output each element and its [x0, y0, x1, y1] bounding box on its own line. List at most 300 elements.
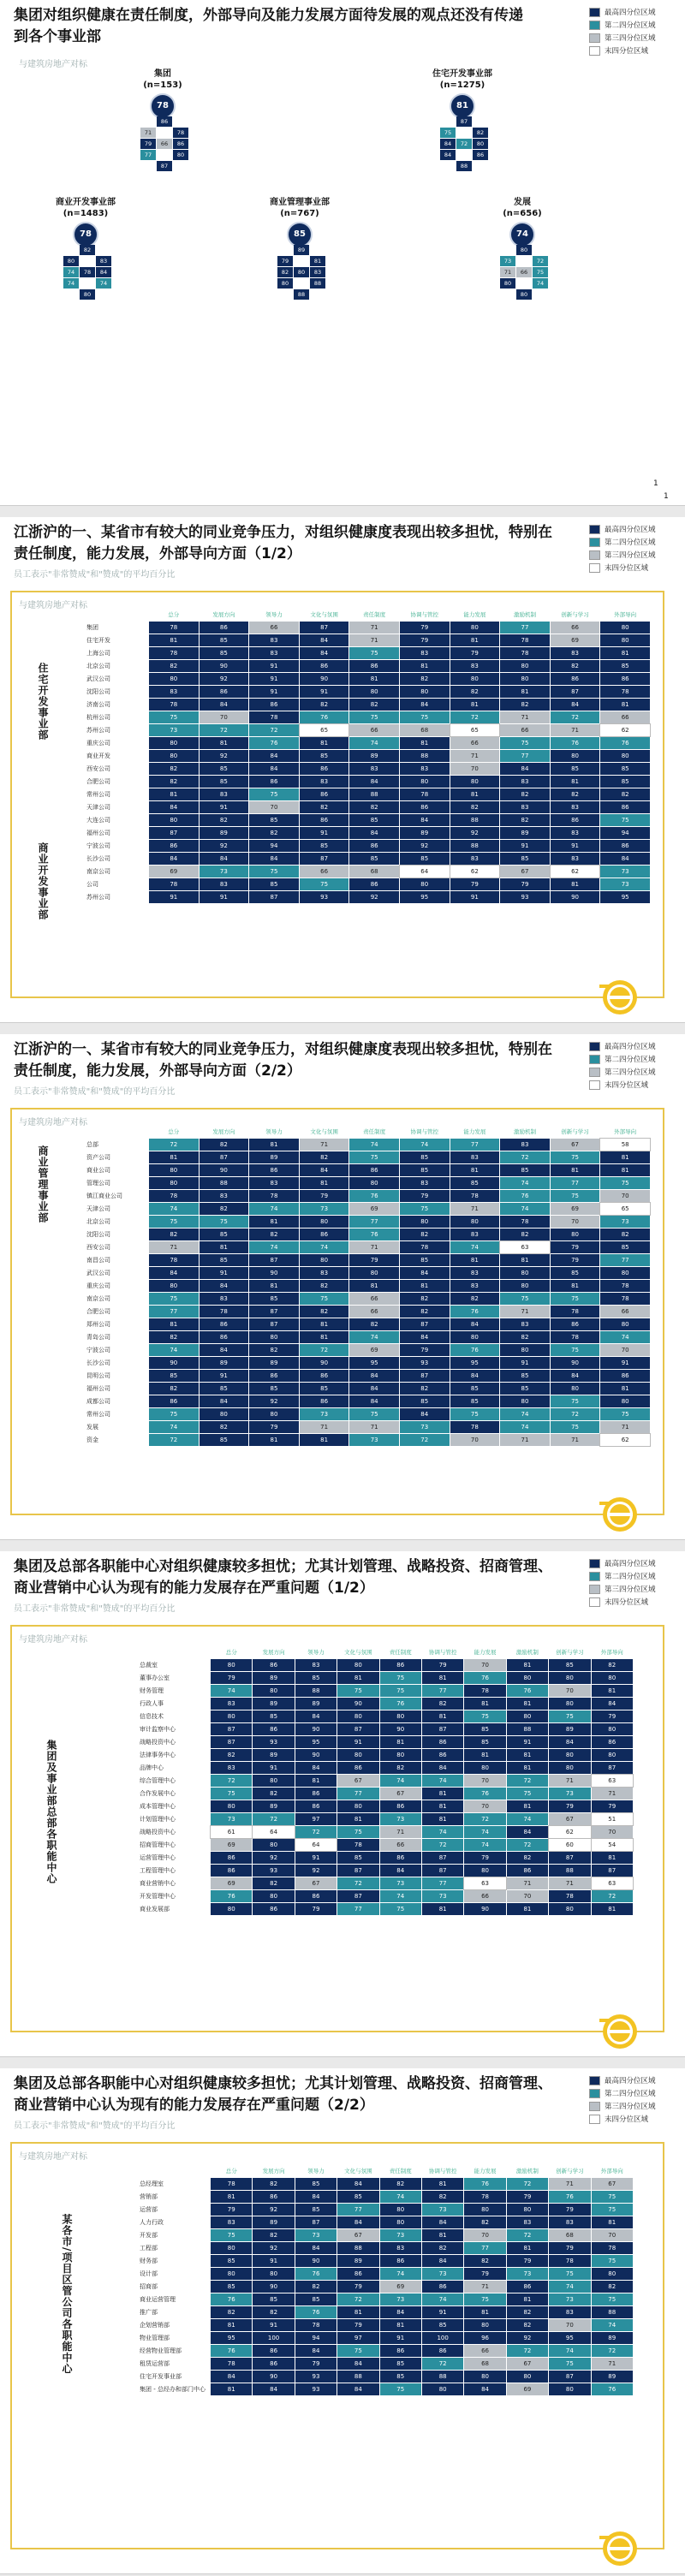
- score-cell: 84: [295, 2242, 337, 2254]
- legend-item: [589, 1054, 656, 1064]
- score-cell: 70: [592, 2229, 633, 2241]
- score-cell: 80: [211, 1659, 252, 1671]
- score-cell: 86: [380, 1659, 421, 1671]
- score-cell: 71: [549, 1877, 590, 1889]
- column-header: 外部导向: [614, 1127, 637, 1135]
- score-cell: 81: [450, 1164, 500, 1176]
- legend-3: [589, 1041, 656, 1092]
- score-cell: 81: [149, 1151, 199, 1163]
- score-cell: 80: [149, 673, 199, 685]
- score-cell: 80: [380, 2204, 421, 2216]
- score-cell: 85: [500, 1383, 550, 1395]
- row-label: 招商管理中心: [138, 1839, 210, 1851]
- score-cell: 80: [600, 622, 650, 634]
- slide-1-title: 集团对组织健康在责任制度，外部导向及能力发展方面待发展的观点还没有传递到各个事业部: [14, 7, 523, 45]
- score-cell: 92: [253, 2242, 294, 2254]
- unit-cell: 79: [277, 256, 293, 266]
- slide-3: [0, 1034, 685, 1540]
- score-cell: 78: [500, 634, 550, 646]
- score-cell: 72: [253, 1813, 294, 1825]
- table-row: [85, 853, 650, 865]
- score-cell: 75: [200, 1216, 249, 1228]
- table-row: [138, 1839, 633, 1851]
- score-cell: 90: [295, 2255, 337, 2267]
- unit-score: 78: [73, 222, 98, 247]
- score-cell: 81: [450, 634, 500, 646]
- score-cell: 85: [450, 1177, 500, 1189]
- unit-cell: 75: [533, 267, 548, 277]
- score-cell: 80: [200, 1408, 249, 1420]
- row-label: 品牌中心: [138, 1762, 210, 1774]
- table-row: [138, 1877, 633, 1889]
- score-cell: 81: [450, 699, 500, 711]
- score-cell: 86: [300, 1229, 349, 1240]
- column-header: 外部导向: [614, 610, 637, 618]
- score-cell: 80: [549, 1762, 590, 1774]
- score-cell: 85: [337, 1852, 378, 1864]
- score-cell: 91: [253, 2255, 294, 2267]
- score-cell: 81: [600, 699, 650, 711]
- score-cell: 81: [211, 2319, 252, 2331]
- score-cell: 86: [300, 763, 349, 775]
- score-cell: 90: [249, 1267, 299, 1279]
- row-label: 上海公司: [85, 647, 148, 659]
- legend-item: [589, 2075, 656, 2085]
- row-label: 住宅开发: [85, 634, 148, 646]
- score-cell: 82: [500, 699, 550, 711]
- unit-cell: 66: [516, 267, 532, 277]
- score-cell: 70: [249, 801, 299, 813]
- score-cell: 71: [349, 622, 399, 634]
- unit-cell: 71: [140, 128, 156, 138]
- unit-chart: [240, 197, 360, 298]
- score-cell: 80: [349, 1177, 399, 1189]
- row-label: 营销部: [138, 2191, 210, 2203]
- table-row: [138, 2306, 633, 2318]
- legend-item: [589, 1067, 656, 1077]
- table-row: [85, 1151, 650, 1163]
- table-row: [138, 2178, 633, 2190]
- legend-swatch: [589, 8, 600, 17]
- score-cell: 77: [500, 750, 550, 762]
- score-cell: 86: [211, 1865, 252, 1877]
- score-cell: 80: [450, 776, 500, 788]
- score-cell: 74: [380, 2268, 421, 2280]
- score-cell: 75: [592, 2255, 633, 2267]
- score-cell: 81: [507, 1698, 548, 1710]
- score-cell: 66: [380, 1839, 421, 1851]
- score-cell: 91: [200, 1370, 249, 1382]
- score-cell: 72: [211, 1775, 252, 1787]
- legend-swatch: [589, 1572, 600, 1581]
- score-cell: 82: [500, 814, 550, 826]
- legend-item: [589, 1558, 656, 1568]
- score-cell: 80: [149, 1177, 199, 1189]
- score-cell: 82: [400, 1383, 450, 1395]
- unit-cell: 80: [80, 289, 95, 300]
- score-cell: 80: [500, 1280, 550, 1292]
- legend-2: [589, 524, 656, 575]
- score-cell: 81: [337, 2306, 378, 2318]
- row-label: 杭州公司: [85, 711, 148, 723]
- score-cell: 86: [551, 673, 600, 685]
- score-cell: 77: [551, 1177, 600, 1189]
- score-cell: 72: [551, 711, 600, 723]
- table-row: [85, 1344, 650, 1356]
- score-cell: 74: [149, 1344, 199, 1356]
- score-cell: 86: [507, 1865, 548, 1877]
- score-cell: 83: [200, 788, 249, 800]
- score-cell: 83: [211, 1762, 252, 1774]
- score-cell: 83: [211, 2216, 252, 2228]
- score-cell: 80: [549, 1903, 590, 1915]
- score-cell: 85: [200, 1434, 249, 1446]
- score-cell: 87: [295, 2216, 337, 2228]
- row-label: 经营物业管理部: [138, 2345, 210, 2357]
- legend-swatch: [589, 1559, 600, 1568]
- unit-grid: [484, 245, 564, 311]
- score-cell: 85: [249, 1293, 299, 1305]
- score-cell: 81: [295, 1775, 337, 1787]
- score-cell: 72: [507, 2345, 548, 2357]
- legend-swatch: [589, 538, 600, 547]
- score-cell: 76: [450, 1306, 500, 1318]
- score-cell: 73: [400, 1421, 450, 1433]
- score-cell: 80: [592, 2268, 633, 2280]
- group-label-hq-centers: 集团及事业部总部各职能中心: [45, 1740, 57, 1884]
- table-row: [85, 1280, 650, 1292]
- score-cell: 79: [464, 1852, 505, 1864]
- score-cell: 73: [295, 2229, 337, 2241]
- table-row: [138, 2383, 633, 2395]
- table-row: [138, 1672, 633, 1684]
- score-cell: 87: [400, 1370, 450, 1382]
- score-cell: 72: [400, 1434, 450, 1446]
- score-cell: 95: [211, 2332, 252, 2344]
- legend-label: 末四分位区域: [605, 1081, 649, 1090]
- score-cell: 85: [380, 2358, 421, 2370]
- score-cell: 79: [507, 2191, 548, 2203]
- score-cell: 66: [600, 711, 650, 723]
- column-header: 外部导向: [600, 2167, 623, 2174]
- score-cell: 88: [200, 1177, 249, 1189]
- row-label: 审计监察中心: [138, 1723, 210, 1735]
- table-row: [138, 1788, 633, 1800]
- column-header: 总分: [168, 610, 180, 618]
- score-cell: 73: [349, 1434, 399, 1446]
- score-cell: 67: [549, 1813, 590, 1825]
- score-cell: 97: [295, 1813, 337, 1825]
- column-header: 激励机制: [515, 2167, 539, 2174]
- score-cell: 77: [149, 1306, 199, 1318]
- score-cell: 72: [500, 1151, 550, 1163]
- score-cell: 82: [507, 1852, 548, 1864]
- score-cell: 78: [149, 878, 199, 890]
- score-cell: 86: [349, 660, 399, 672]
- row-label: 设计部: [138, 2268, 210, 2280]
- unit-name: 商业开发事业部: [56, 198, 116, 207]
- legend-label: 第二四分位区域: [605, 1056, 656, 1064]
- score-cell: 78: [149, 699, 199, 711]
- score-cell: 84: [422, 1762, 463, 1774]
- row-label: 成都公司: [85, 1395, 148, 1407]
- score-cell: 89: [253, 1749, 294, 1761]
- score-cell: 80: [253, 1839, 294, 1851]
- table-row: [138, 1723, 633, 1735]
- score-cell: 93: [253, 1736, 294, 1748]
- score-cell: 84: [549, 1736, 590, 1748]
- score-cell: 87: [249, 1254, 299, 1266]
- column-header: 领导力: [307, 2167, 325, 2174]
- score-cell: 83: [300, 1267, 349, 1279]
- score-cell: 84: [400, 1408, 450, 1420]
- score-cell: 70: [592, 1826, 633, 1838]
- score-cell: 74: [300, 1241, 349, 1253]
- group-label-commercial-mgmt: 商业管理事业部: [37, 1145, 49, 1223]
- score-cell: 91: [300, 686, 349, 698]
- page-number-a: 1: [653, 479, 658, 488]
- slide-3-subtitle: 员工表示"非常赞成"和"赞成"的平均百分比: [14, 1087, 176, 1097]
- score-cell: 65: [450, 724, 500, 736]
- score-cell: 81: [422, 1672, 463, 1684]
- score-cell: 80: [450, 673, 500, 685]
- score-cell: 84: [422, 2255, 463, 2267]
- unit-cell: 78: [80, 267, 95, 277]
- score-cell: 85: [300, 840, 349, 852]
- table-row: [85, 763, 650, 775]
- column-header: 文化与氛围: [344, 1648, 372, 1656]
- score-cell: 78: [600, 1280, 650, 1292]
- score-cell: 86: [551, 814, 600, 826]
- score-cell: 85: [349, 853, 399, 865]
- score-cell: 80: [380, 2216, 421, 2228]
- legend-swatch: [589, 2076, 600, 2085]
- unit-cell: 80: [294, 267, 309, 277]
- score-cell: 66: [300, 866, 349, 878]
- score-cell: 82: [253, 2306, 294, 2318]
- legend-swatch: [589, 1068, 600, 1077]
- score-cell: 87: [592, 1762, 633, 1774]
- page-number-b: 1: [664, 492, 669, 501]
- row-label: 南京公司: [85, 1293, 148, 1305]
- score-cell: 83: [211, 1698, 252, 1710]
- score-cell: 80: [500, 1395, 550, 1407]
- score-cell: 86: [253, 1903, 294, 1915]
- score-cell: 79: [464, 2268, 505, 2280]
- row-label: 行政人事: [138, 1698, 210, 1710]
- score-cell: 74: [549, 2345, 590, 2357]
- score-cell: 96: [464, 2332, 505, 2344]
- row-label: 开发管理中心: [138, 1890, 210, 1902]
- unit-cell: 82: [277, 267, 293, 277]
- score-cell: 85: [600, 763, 650, 775]
- score-cell: 85: [500, 1164, 550, 1176]
- score-cell: 95: [400, 891, 450, 903]
- score-cell: 79: [450, 878, 500, 890]
- score-cell: 78: [549, 2255, 590, 2267]
- unit-name: 商业管理事业部: [270, 198, 330, 207]
- score-cell: 82: [500, 1331, 550, 1343]
- score-cell: 71: [500, 711, 550, 723]
- unit-cell: 82: [80, 245, 95, 255]
- score-cell: 91: [249, 686, 299, 698]
- score-cell: 83: [400, 1177, 450, 1189]
- score-cell: 91: [300, 827, 349, 839]
- score-cell: 81: [422, 1813, 463, 1825]
- score-cell: 89: [253, 2216, 294, 2228]
- score-cell: 80: [253, 2268, 294, 2280]
- legend-5: [589, 2075, 656, 2127]
- score-cell: 82: [149, 1229, 199, 1240]
- score-cell: 74: [500, 1408, 550, 1420]
- score-cell: 83: [200, 1190, 249, 1202]
- score-cell: 71: [450, 1203, 500, 1215]
- score-cell: 94: [295, 2332, 337, 2344]
- slide-2: [0, 517, 685, 1023]
- score-cell: 78: [600, 686, 650, 698]
- score-cell: 84: [149, 1267, 199, 1279]
- score-cell: 88: [450, 840, 500, 852]
- score-cell: 81: [551, 1164, 600, 1176]
- score-cell: 74: [211, 1685, 252, 1697]
- score-cell: 84: [300, 634, 349, 646]
- legend-swatch: [589, 1597, 600, 1607]
- score-cell: 91: [337, 1736, 378, 1748]
- score-cell: 66: [349, 1293, 399, 1305]
- table-row: [85, 1229, 650, 1240]
- score-cell: 74: [380, 1775, 421, 1787]
- score-cell: 81: [400, 737, 450, 749]
- table-row: [85, 647, 650, 659]
- score-cell: 82: [380, 1762, 421, 1774]
- row-label: 南京公司: [85, 866, 148, 878]
- score-cell: 84: [349, 1383, 399, 1395]
- unit-cell: 87: [456, 116, 472, 127]
- unit-cell: 79: [140, 139, 156, 149]
- score-cell: 86: [211, 1852, 252, 1864]
- score-cell: 91: [551, 840, 600, 852]
- score-cell: 85: [549, 1659, 590, 1671]
- unit-grid: [47, 245, 128, 311]
- unit-cell: 66: [157, 139, 172, 149]
- score-cell: 85: [249, 814, 299, 826]
- score-cell: 86: [349, 1164, 399, 1176]
- score-cell: 88: [295, 1685, 337, 1697]
- score-cell: 70: [450, 763, 500, 775]
- score-cell: 74: [380, 1890, 421, 1902]
- column-header: 能力发展: [463, 610, 486, 618]
- score-cell: 78: [400, 788, 450, 800]
- score-cell: 71: [300, 1421, 349, 1433]
- score-cell: 86: [349, 878, 399, 890]
- score-cell: 84: [422, 2216, 463, 2228]
- score-cell: 86: [253, 1723, 294, 1735]
- unit-chart: [26, 197, 146, 298]
- score-cell: 87: [300, 622, 349, 634]
- legend-label: 第三四分位区域: [605, 551, 656, 560]
- score-cell: 84: [592, 1698, 633, 1710]
- table-row: [85, 711, 650, 723]
- score-cell: 83: [450, 1267, 500, 1279]
- score-cell: 66: [349, 724, 399, 736]
- row-label: 西安公司: [85, 763, 148, 775]
- table-row: [85, 827, 650, 839]
- column-header: 激励机制: [513, 610, 536, 618]
- unit-cell: 87: [157, 161, 172, 171]
- slide-4: [0, 1551, 685, 2057]
- row-label: 战略投资中心: [138, 1736, 210, 1748]
- score-cell: 82: [450, 686, 500, 698]
- score-cell: 84: [400, 1267, 450, 1279]
- score-cell: 71: [349, 634, 399, 646]
- row-label: 西安公司: [85, 1241, 148, 1253]
- score-cell: 86: [422, 2281, 463, 2293]
- table-row: [85, 1408, 650, 1420]
- score-cell: 80: [211, 1903, 252, 1915]
- score-cell: 82: [450, 801, 500, 813]
- unit-grid: [124, 116, 205, 182]
- score-cell: 82: [551, 660, 600, 672]
- score-cell: 82: [500, 1229, 550, 1240]
- table-row: [85, 660, 650, 672]
- score-cell: 79: [551, 1254, 600, 1266]
- score-cell: 83: [400, 763, 450, 775]
- score-cell: 82: [300, 699, 349, 711]
- score-cell: 88: [507, 1723, 548, 1735]
- legend-swatch: [589, 563, 600, 573]
- column-header: 领导力: [307, 1648, 325, 1656]
- score-cell: 82: [400, 1306, 450, 1318]
- score-cell: 81: [249, 1139, 299, 1151]
- legend-swatch: [589, 21, 600, 30]
- row-label: 总经理室: [138, 2178, 210, 2190]
- score-cell: 91: [249, 673, 299, 685]
- score-cell: 65: [600, 1203, 650, 1215]
- score-cell: 84: [337, 2216, 378, 2228]
- unit-cell: 74: [63, 278, 79, 289]
- score-cell: 74: [464, 1839, 505, 1851]
- score-cell: 81: [300, 1318, 349, 1330]
- score-cell: 84: [295, 1762, 337, 1774]
- score-cell: 82: [253, 1788, 294, 1800]
- column-header: [85, 607, 148, 621]
- score-cell: 80: [500, 660, 550, 672]
- score-cell: 71: [500, 1434, 550, 1446]
- score-cell: 85: [551, 1267, 600, 1279]
- score-cell: 87: [422, 1723, 463, 1735]
- score-cell: 82: [500, 788, 550, 800]
- table-row: [138, 2191, 633, 2203]
- score-cell: 84: [380, 1865, 421, 1877]
- score-cell: 80: [600, 1395, 650, 1407]
- score-cell: 82: [380, 2178, 421, 2190]
- score-cell: 73: [200, 866, 249, 878]
- score-cell: 78: [149, 1190, 199, 1202]
- row-label: 管理公司: [85, 1177, 148, 1189]
- score-cell: 76: [592, 2383, 633, 2395]
- score-cell: 75: [600, 1177, 650, 1189]
- score-cell: 81: [600, 1151, 650, 1163]
- score-cell: 77: [500, 622, 550, 634]
- table-row: [138, 1826, 633, 1838]
- column-header: [85, 1124, 148, 1138]
- score-cell: 82: [507, 2319, 548, 2331]
- score-cell: 90: [253, 2281, 294, 2293]
- score-cell: 70: [464, 1800, 505, 1812]
- row-label: 宁波公司: [85, 1344, 148, 1356]
- score-cell: 74: [422, 1775, 463, 1787]
- row-label: 住宅开发事业部: [138, 2371, 210, 2383]
